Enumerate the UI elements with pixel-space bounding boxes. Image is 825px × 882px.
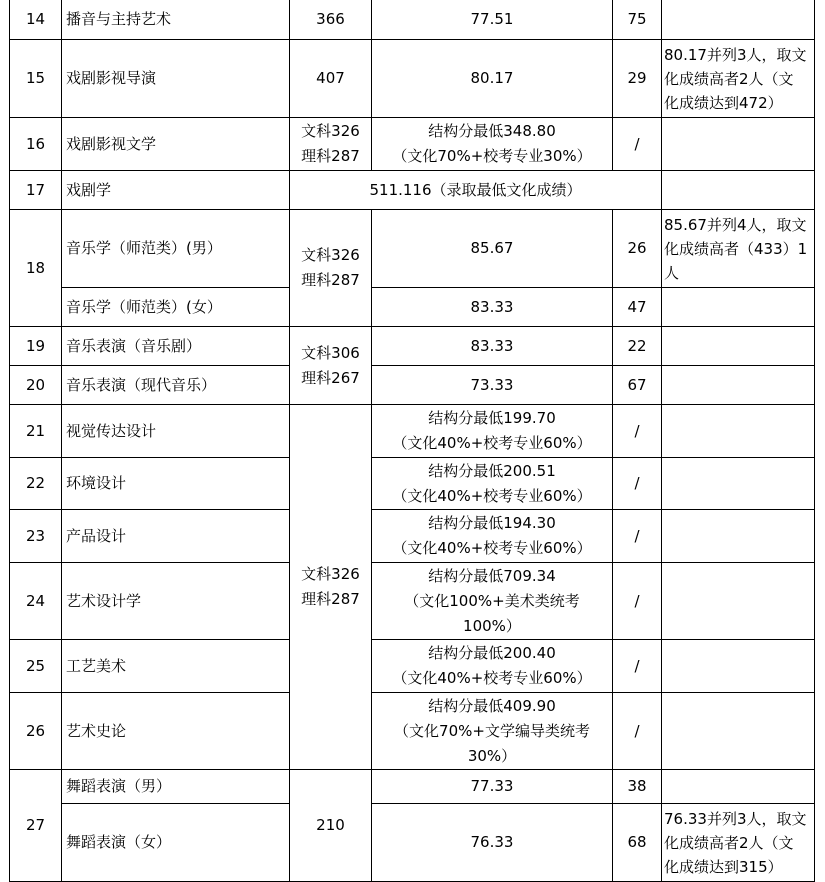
row-number: 16	[10, 118, 62, 171]
admit-count: 29	[613, 40, 662, 118]
table-row	[10, 804, 815, 882]
min-score: 85.67	[372, 210, 613, 288]
control-line: 文科306 理科267	[290, 327, 372, 405]
table-row	[10, 0, 815, 40]
table-row	[10, 40, 815, 118]
min-score: 结构分最低409.90 （文化70%+文学编导类统考 30%）	[372, 693, 613, 770]
min-score: 73.33	[372, 366, 613, 405]
row-number: 26	[10, 693, 62, 770]
major-name: 音乐表演（现代音乐）	[62, 366, 290, 405]
control-line: 407	[290, 40, 372, 118]
row-number: 19	[10, 327, 62, 366]
major-name: 音乐学（师范类）(男）	[62, 210, 290, 288]
major-name: 音乐表演（音乐剧）	[62, 327, 290, 366]
remark	[662, 366, 815, 405]
table-row	[10, 640, 815, 693]
remark	[662, 458, 815, 510]
min-score: 结构分最低709.34 （文化100%+美术类统考 100%）	[372, 563, 613, 640]
major-name: 艺术设计学	[62, 563, 290, 640]
row-number: 23	[10, 510, 62, 563]
row-number: 22	[10, 458, 62, 510]
row-number: 18	[10, 210, 62, 327]
remark	[662, 118, 815, 171]
admit-count: 75	[613, 0, 662, 40]
merged-score-note: 511.116（录取最低文化成绩）	[290, 171, 662, 210]
row-number: 24	[10, 563, 62, 640]
min-score: 83.33	[372, 288, 613, 327]
admit-count: 68	[613, 804, 662, 882]
admit-count: 22	[613, 327, 662, 366]
major-name: 环境设计	[62, 458, 290, 510]
row-number: 20	[10, 366, 62, 405]
table-row	[10, 366, 815, 405]
remark: 80.17并列3人，取文 化成绩高者2人（文 化成绩达到472）	[662, 40, 815, 118]
row-number: 14	[10, 0, 62, 40]
row-number: 27	[10, 770, 62, 882]
admit-count: 67	[613, 366, 662, 405]
admit-count: /	[613, 693, 662, 770]
min-score: 结构分最低194.30 （文化40%+校考专业60%）	[372, 510, 613, 563]
min-score: 77.33	[372, 770, 613, 804]
major-name: 戏剧学	[62, 171, 290, 210]
major-name: 工艺美术	[62, 640, 290, 693]
admit-count: /	[613, 118, 662, 171]
remark	[662, 693, 815, 770]
control-line: 文科326 理科287	[290, 210, 372, 327]
major-name: 舞蹈表演（女）	[62, 804, 290, 882]
major-name: 戏剧影视文学	[62, 118, 290, 171]
table-row	[10, 118, 815, 171]
min-score: 80.17	[372, 40, 613, 118]
major-name: 音乐学（师范类）(女）	[62, 288, 290, 327]
min-score: 结构分最低200.40 （文化40%+校考专业60%）	[372, 640, 613, 693]
min-score: 83.33	[372, 327, 613, 366]
major-name: 视觉传达设计	[62, 405, 290, 458]
row-number: 21	[10, 405, 62, 458]
table-row	[10, 770, 815, 804]
admission-score-table	[9, 0, 815, 882]
control-line: 文科326 理科287	[290, 405, 372, 770]
remark	[662, 510, 815, 563]
remark	[662, 288, 815, 327]
table-row	[10, 405, 815, 458]
admit-count: 47	[613, 288, 662, 327]
major-name: 戏剧影视导演	[62, 40, 290, 118]
control-line: 210	[290, 770, 372, 882]
remark	[662, 563, 815, 640]
admit-count: /	[613, 458, 662, 510]
min-score: 结构分最低348.80 （文化70%+校考专业30%）	[372, 118, 613, 171]
table-row	[10, 171, 815, 210]
table-row	[10, 510, 815, 563]
table-row	[10, 563, 815, 640]
admit-count: /	[613, 510, 662, 563]
major-name: 播音与主持艺术	[62, 0, 290, 40]
remark: 85.67并列4人，取文 化成绩高者（433）1 人	[662, 210, 815, 288]
row-number: 25	[10, 640, 62, 693]
admit-count: /	[613, 563, 662, 640]
table-row	[10, 210, 815, 288]
row-number: 15	[10, 40, 62, 118]
remark	[662, 640, 815, 693]
remark: 76.33并列3人，取文 化成绩高者2人（文 化成绩达到315）	[662, 804, 815, 882]
min-score: 结构分最低199.70 （文化40%+校考专业60%）	[372, 405, 613, 458]
admit-count: 26	[613, 210, 662, 288]
major-name: 舞蹈表演（男）	[62, 770, 290, 804]
control-line: 366	[290, 0, 372, 40]
remark	[662, 770, 815, 804]
major-name: 艺术史论	[62, 693, 290, 770]
remark	[662, 327, 815, 366]
remark	[662, 0, 815, 40]
remark	[662, 171, 815, 210]
min-score: 76.33	[372, 804, 613, 882]
admit-count: /	[613, 405, 662, 458]
min-score: 结构分最低200.51 （文化40%+校考专业60%）	[372, 458, 613, 510]
remark	[662, 405, 815, 458]
admit-count: 38	[613, 770, 662, 804]
table-row	[10, 288, 815, 327]
table-row	[10, 458, 815, 510]
admit-count: /	[613, 640, 662, 693]
control-line: 文科326 理科287	[290, 118, 372, 171]
row-number: 17	[10, 171, 62, 210]
min-score: 77.51	[372, 0, 613, 40]
table-row	[10, 693, 815, 770]
table-row	[10, 327, 815, 366]
major-name: 产品设计	[62, 510, 290, 563]
